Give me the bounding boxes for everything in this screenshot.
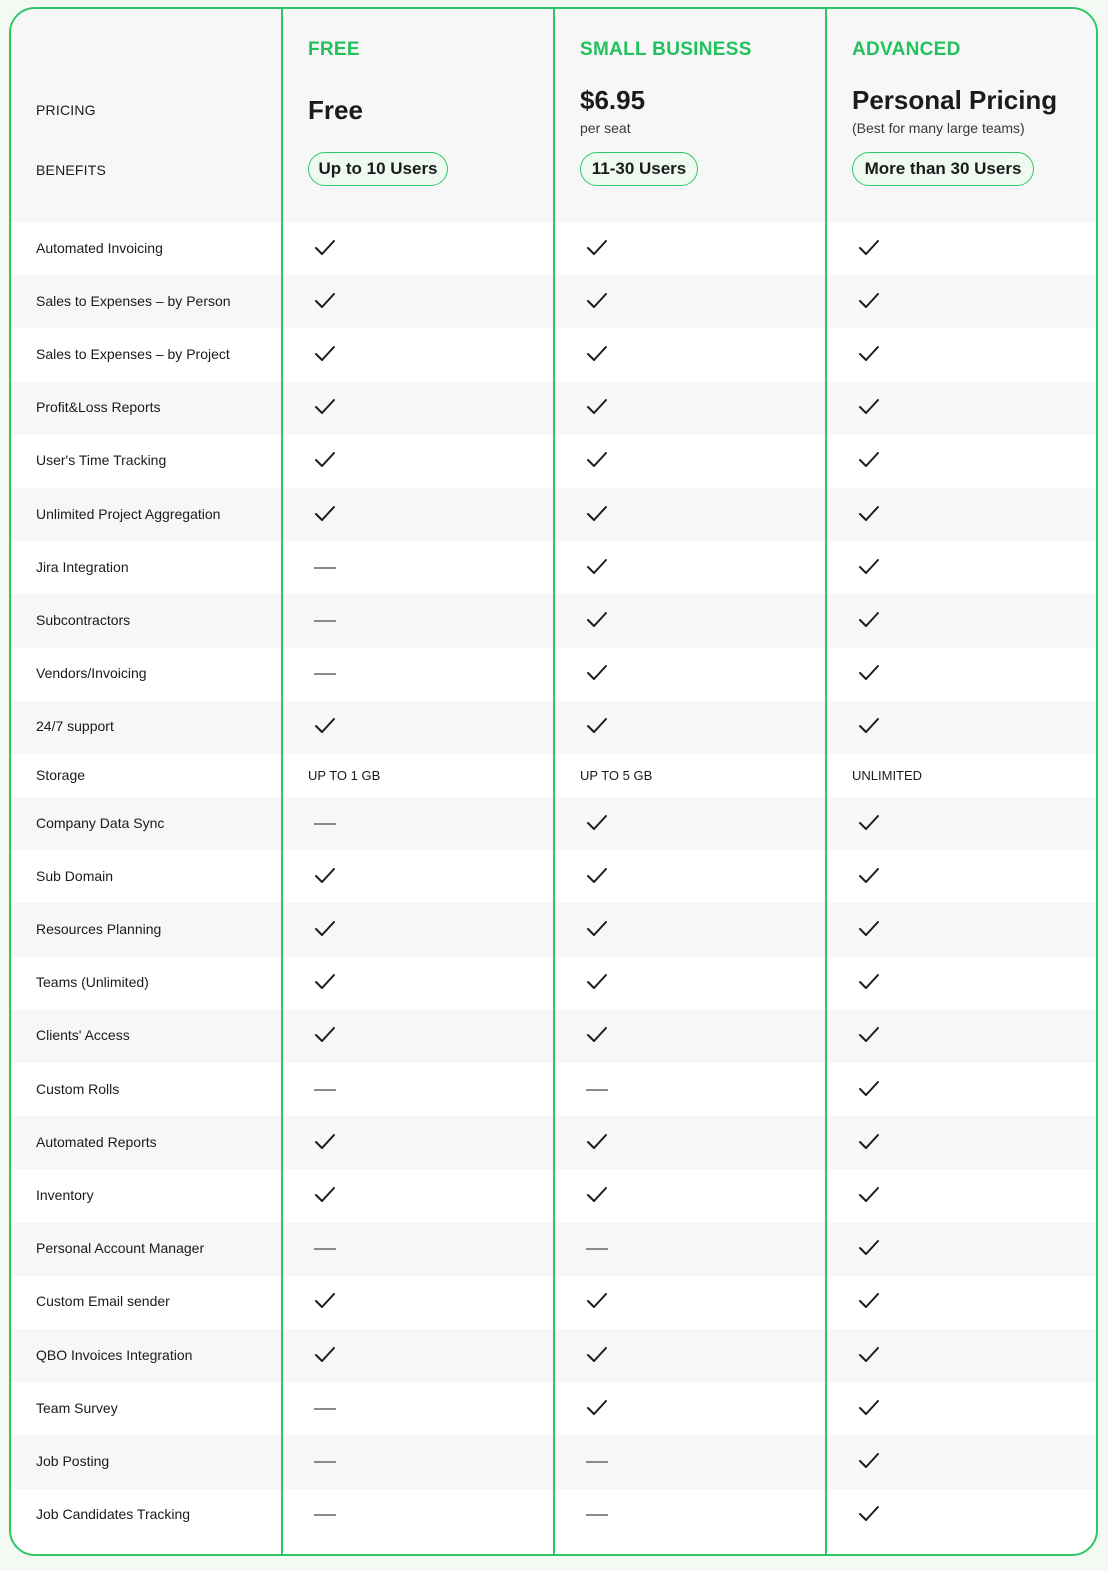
benefits-label: BENEFITS — [36, 162, 107, 178]
plan-advanced-price: Personal Pricing — [852, 85, 1058, 115]
pricing-label: PRICING — [36, 102, 96, 118]
check-icon — [586, 611, 608, 634]
plan-advanced-name: ADVANCED — [852, 39, 961, 60]
feature-name: Job Candidates Tracking — [36, 1506, 191, 1523]
check-icon — [314, 1346, 336, 1369]
check-icon — [586, 292, 608, 315]
feature-name: Profit&Loss Reports — [36, 399, 161, 416]
check-icon — [586, 505, 608, 528]
check-icon — [858, 398, 880, 421]
storage-value: UNLIMITED — [852, 767, 923, 783]
check-icon — [858, 292, 880, 315]
check-icon — [586, 398, 608, 421]
check-icon — [858, 717, 880, 740]
check-icon — [586, 973, 608, 996]
check-icon — [858, 1080, 880, 1103]
check-icon — [858, 1133, 880, 1156]
check-icon — [314, 1292, 336, 1315]
check-icon — [314, 1133, 336, 1156]
dash-icon — [586, 1089, 608, 1091]
plan-free-price: Free — [308, 95, 363, 125]
feature-name: QBO Invoices Integration — [36, 1346, 193, 1363]
dash-icon — [314, 1514, 336, 1516]
feature-name: Automated Reports — [36, 1133, 157, 1150]
check-icon — [586, 867, 608, 890]
check-icon — [314, 717, 336, 740]
plan-small-business-name: SMALL BUSINESS — [580, 39, 752, 60]
feature-name: Job Posting — [36, 1452, 110, 1469]
check-icon — [858, 973, 880, 996]
check-icon — [314, 451, 336, 474]
check-icon — [586, 1186, 608, 1209]
check-icon — [858, 1292, 880, 1315]
check-icon — [858, 1505, 880, 1528]
feature-name: Vendors/Invoicing — [36, 665, 147, 682]
check-icon — [314, 1186, 336, 1209]
feature-name: Teams (Unlimited) — [36, 974, 149, 991]
check-icon — [586, 345, 608, 368]
check-icon — [586, 814, 608, 837]
check-icon — [314, 867, 336, 890]
feature-name: Custom Email sender — [36, 1293, 170, 1310]
check-icon — [314, 920, 336, 943]
check-icon — [586, 920, 608, 943]
check-icon — [858, 345, 880, 368]
check-icon — [858, 1452, 880, 1475]
dash-icon — [314, 1461, 336, 1463]
plan-small-business-price-note: per seat — [580, 120, 631, 136]
check-icon — [586, 239, 608, 262]
feature-name: Sales to Expenses – by Project — [36, 345, 230, 362]
dash-icon — [314, 620, 336, 622]
check-icon — [858, 505, 880, 528]
dash-icon — [314, 823, 336, 825]
check-icon — [586, 1026, 608, 1049]
feature-name: Clients' Access — [36, 1027, 130, 1044]
check-icon — [858, 451, 880, 474]
check-icon — [858, 1239, 880, 1262]
check-icon — [858, 664, 880, 687]
check-icon — [586, 1399, 608, 1422]
column-divider — [553, 9, 555, 1554]
check-icon — [858, 920, 880, 943]
feature-name: User's Time Tracking — [36, 452, 167, 469]
plan-free-users-badge: Up to 10 Users — [308, 152, 448, 186]
feature-name: Custom Rolls — [36, 1080, 120, 1097]
dash-icon — [314, 567, 336, 569]
plan-free-name: FREE — [308, 39, 360, 60]
check-icon — [858, 1346, 880, 1369]
check-icon — [586, 558, 608, 581]
check-icon — [314, 292, 336, 315]
feature-name: Unlimited Project Aggregation — [36, 505, 221, 522]
feature-name: Storage — [36, 766, 86, 783]
feature-name: Sub Domain — [36, 867, 114, 884]
dash-icon — [314, 1248, 336, 1250]
check-icon — [858, 611, 880, 634]
plan-advanced-price-note: (Best for many large teams) — [852, 120, 1025, 136]
storage-value: UP TO 1 GB — [308, 767, 381, 783]
check-icon — [586, 1292, 608, 1315]
dash-icon — [314, 673, 336, 675]
column-divider — [825, 9, 827, 1554]
check-icon — [314, 973, 336, 996]
pricing-table — [9, 7, 1098, 1556]
feature-name: Inventory — [36, 1186, 94, 1203]
check-icon — [858, 239, 880, 262]
check-icon — [314, 239, 336, 262]
check-icon — [586, 451, 608, 474]
dash-icon — [314, 1408, 336, 1410]
feature-name: Subcontractors — [36, 611, 131, 628]
dash-icon — [586, 1248, 608, 1250]
dash-icon — [586, 1514, 608, 1516]
check-icon — [858, 1399, 880, 1422]
check-icon — [858, 1026, 880, 1049]
check-icon — [314, 345, 336, 368]
check-icon — [586, 717, 608, 740]
plan-small-business-users-badge: 11-30 Users — [580, 152, 698, 186]
dash-icon — [314, 1089, 336, 1091]
check-icon — [314, 1026, 336, 1049]
column-divider — [281, 9, 283, 1554]
feature-name: Jira Integration — [36, 558, 129, 575]
check-icon — [858, 867, 880, 890]
check-icon — [586, 664, 608, 687]
check-icon — [586, 1346, 608, 1369]
check-icon — [314, 505, 336, 528]
feature-name: Team Survey — [36, 1399, 118, 1416]
plan-advanced-users-badge: More than 30 Users — [852, 152, 1034, 186]
feature-name: Automated Invoicing — [36, 239, 163, 256]
check-icon — [314, 398, 336, 421]
feature-name: Sales to Expenses – by Person — [36, 292, 231, 309]
plan-small-business-price: $6.95 — [580, 85, 646, 115]
feature-name: Resources Planning — [36, 920, 162, 937]
check-icon — [858, 814, 880, 837]
check-icon — [586, 1133, 608, 1156]
dash-icon — [586, 1461, 608, 1463]
feature-name: Personal Account Manager — [36, 1240, 205, 1257]
storage-value: UP TO 5 GB — [580, 767, 653, 783]
check-icon — [858, 1186, 880, 1209]
check-icon — [858, 558, 880, 581]
feature-name: 24/7 support — [36, 718, 114, 735]
feature-name: Company Data Sync — [36, 814, 165, 831]
